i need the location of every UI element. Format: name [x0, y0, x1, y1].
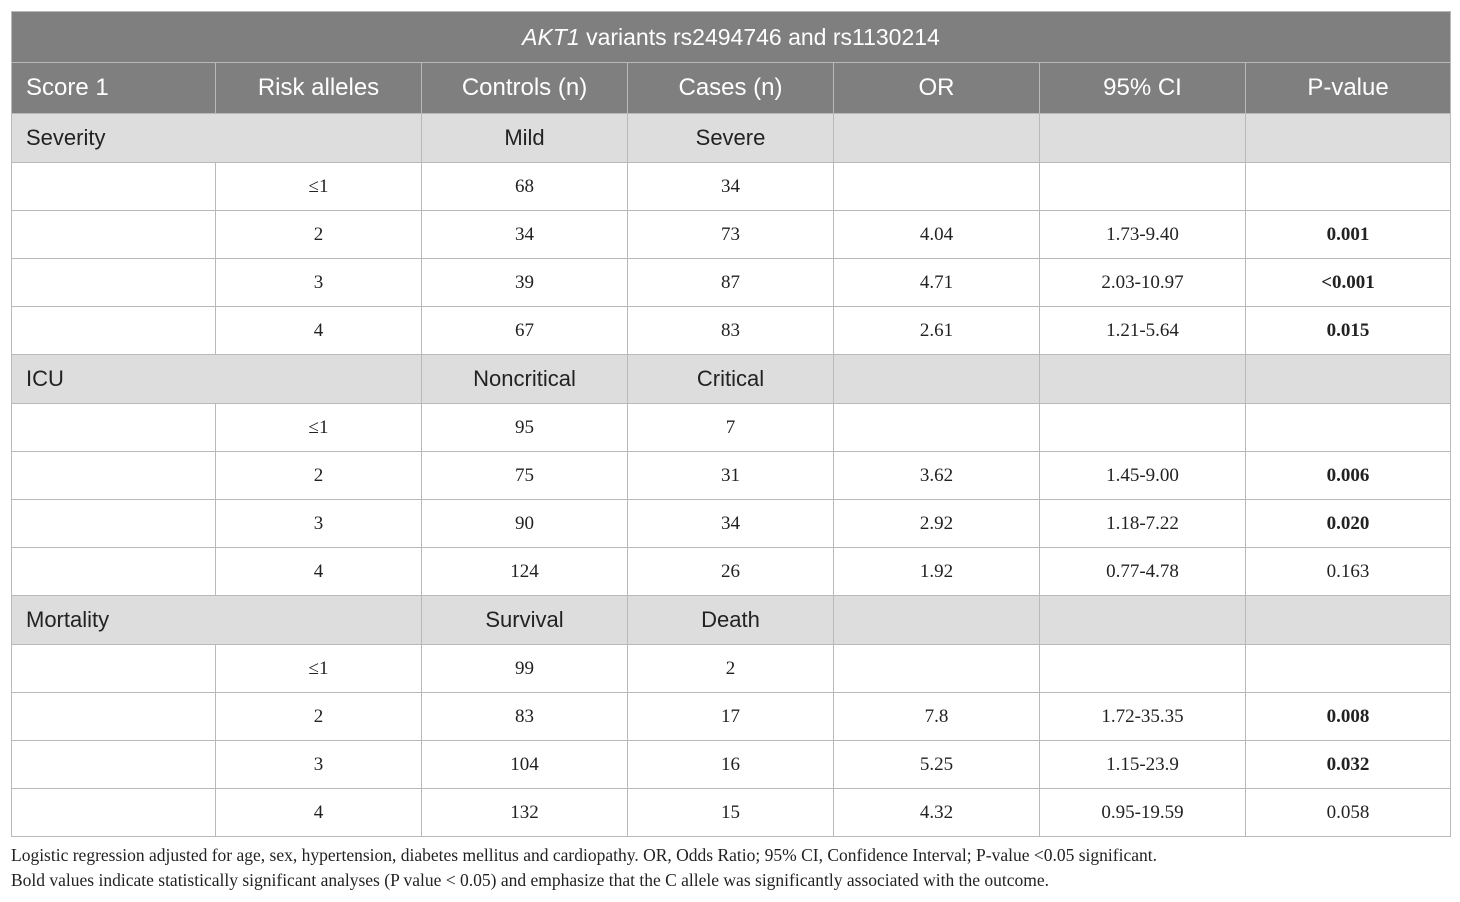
table-row [12, 452, 1451, 500]
table-title [12, 12, 1451, 63]
column-header-row [12, 63, 1451, 114]
controls-cell: 67 [422, 307, 628, 355]
risk-alleles-cell: 2 [216, 452, 422, 500]
risk-alleles-cell: 4 [216, 789, 422, 837]
results-table-container [11, 11, 1450, 837]
or-cell: 2.92 [834, 500, 1040, 548]
pvalue-cell: 0.006 [1246, 452, 1451, 500]
cases-cell: 34 [628, 163, 834, 211]
or-cell: 4.71 [834, 259, 1040, 307]
group-control-label: Mild [422, 114, 628, 163]
risk-alleles-cell: 4 [216, 548, 422, 596]
group-row-icu [12, 355, 1451, 404]
score-cell [12, 500, 216, 548]
table-row [12, 693, 1451, 741]
controls-cell: 68 [422, 163, 628, 211]
pvalue-cell: 0.015 [1246, 307, 1451, 355]
ci-cell: 0.77-4.78 [1040, 548, 1246, 596]
group-case-label: Severe [628, 114, 834, 163]
group-empty-cell [1246, 114, 1451, 163]
cases-cell: 2 [628, 645, 834, 693]
group-label: ICU [12, 355, 422, 404]
ci-cell: 2.03-10.97 [1040, 259, 1246, 307]
score-cell [12, 741, 216, 789]
pvalue-cell [1246, 404, 1451, 452]
col-header-or: OR [834, 63, 1040, 114]
ci-cell: 1.73-9.40 [1040, 211, 1246, 259]
ci-cell [1040, 645, 1246, 693]
col-header-cases: Cases (n) [628, 63, 834, 114]
cases-cell: 16 [628, 741, 834, 789]
or-cell: 3.62 [834, 452, 1040, 500]
risk-alleles-cell: ≤1 [216, 645, 422, 693]
score-cell [12, 693, 216, 741]
score-cell [12, 404, 216, 452]
group-case-label: Critical [628, 355, 834, 404]
or-cell [834, 645, 1040, 693]
risk-alleles-cell: 4 [216, 307, 422, 355]
or-cell: 7.8 [834, 693, 1040, 741]
col-header-ci: 95% CI [1040, 63, 1246, 114]
group-empty-cell [834, 596, 1040, 645]
pvalue-cell: 0.163 [1246, 548, 1451, 596]
controls-cell: 90 [422, 500, 628, 548]
ci-cell: 1.45-9.00 [1040, 452, 1246, 500]
pvalue-cell: <0.001 [1246, 259, 1451, 307]
table-row [12, 259, 1451, 307]
risk-alleles-cell: 2 [216, 211, 422, 259]
controls-cell: 34 [422, 211, 628, 259]
group-row-severity [12, 114, 1451, 163]
col-header-controls: Controls (n) [422, 63, 628, 114]
group-empty-cell [834, 114, 1040, 163]
cases-cell: 34 [628, 500, 834, 548]
score-cell [12, 211, 216, 259]
pvalue-cell: 0.058 [1246, 789, 1451, 837]
cases-cell: 87 [628, 259, 834, 307]
cases-cell: 31 [628, 452, 834, 500]
ci-cell: 1.15-23.9 [1040, 741, 1246, 789]
table-row [12, 789, 1451, 837]
pvalue-cell [1246, 645, 1451, 693]
group-empty-cell [1246, 355, 1451, 404]
pvalue-cell: 0.020 [1246, 500, 1451, 548]
cases-cell: 17 [628, 693, 834, 741]
or-cell [834, 163, 1040, 211]
ci-cell: 1.72-35.35 [1040, 693, 1246, 741]
pvalue-cell: 0.008 [1246, 693, 1451, 741]
group-control-label: Noncritical [422, 355, 628, 404]
table-row [12, 548, 1451, 596]
group-empty-cell [1040, 114, 1246, 163]
group-case-label: Death [628, 596, 834, 645]
or-cell [834, 404, 1040, 452]
group-row-mortality [12, 596, 1451, 645]
col-header-risk-alleles: Risk alleles [216, 63, 422, 114]
risk-alleles-cell: ≤1 [216, 163, 422, 211]
table-row [12, 307, 1451, 355]
or-cell: 2.61 [834, 307, 1040, 355]
ci-cell: 1.21-5.64 [1040, 307, 1246, 355]
gene-name: AKT1 [522, 23, 580, 50]
or-cell: 1.92 [834, 548, 1040, 596]
or-cell: 5.25 [834, 741, 1040, 789]
score-cell [12, 307, 216, 355]
controls-cell: 99 [422, 645, 628, 693]
cases-cell: 26 [628, 548, 834, 596]
controls-cell: 104 [422, 741, 628, 789]
group-control-label: Survival [422, 596, 628, 645]
pvalue-cell: 0.001 [1246, 211, 1451, 259]
pvalue-cell: 0.032 [1246, 741, 1451, 789]
controls-cell: 124 [422, 548, 628, 596]
cases-cell: 7 [628, 404, 834, 452]
controls-cell: 39 [422, 259, 628, 307]
table-title-row [12, 12, 1451, 63]
table-row [12, 211, 1451, 259]
table-footnotes [11, 843, 1450, 893]
group-label: Mortality [12, 596, 422, 645]
risk-alleles-cell: ≤1 [216, 404, 422, 452]
cases-cell: 83 [628, 307, 834, 355]
score-cell [12, 789, 216, 837]
group-empty-cell [1040, 355, 1246, 404]
cases-cell: 73 [628, 211, 834, 259]
controls-cell: 132 [422, 789, 628, 837]
score-cell [12, 452, 216, 500]
ci-cell: 0.95-19.59 [1040, 789, 1246, 837]
table-row [12, 500, 1451, 548]
controls-cell: 75 [422, 452, 628, 500]
score-cell [12, 259, 216, 307]
risk-alleles-cell: 2 [216, 693, 422, 741]
group-label: Severity [12, 114, 422, 163]
or-cell: 4.32 [834, 789, 1040, 837]
controls-cell: 83 [422, 693, 628, 741]
risk-alleles-cell: 3 [216, 741, 422, 789]
cases-cell: 15 [628, 789, 834, 837]
risk-alleles-cell: 3 [216, 500, 422, 548]
col-header-pvalue: P-value [1246, 63, 1451, 114]
ci-cell [1040, 163, 1246, 211]
group-empty-cell [1246, 596, 1451, 645]
table-row [12, 741, 1451, 789]
group-empty-cell [1040, 596, 1246, 645]
col-header-score: Score 1 [12, 63, 216, 114]
risk-alleles-cell: 3 [216, 259, 422, 307]
table-row [12, 404, 1451, 452]
ci-cell: 1.18-7.22 [1040, 500, 1246, 548]
table-row [12, 645, 1451, 693]
score-cell [12, 645, 216, 693]
or-cell: 4.04 [834, 211, 1040, 259]
group-empty-cell [834, 355, 1040, 404]
footnote-2: Bold values indicate statistically significant analyses (P value < 0.05) and emphasize that the C allele was significantly associated with the outcome. [11, 870, 1050, 890]
table-row [12, 163, 1451, 211]
footnote-1: Logistic regression adjusted for age, sex, hypertension, diabetes mellitus and cardiopathy. OR, Odds Ratio; 95% CI, Confidence Interval; P-value <0.05 significant. [11, 845, 1157, 865]
controls-cell: 95 [422, 404, 628, 452]
title-rest: variants rs2494746 and rs1130214 [579, 23, 940, 50]
score-cell [12, 163, 216, 211]
pvalue-cell [1246, 163, 1451, 211]
ci-cell [1040, 404, 1246, 452]
score-cell [12, 548, 216, 596]
akt1-risk-table [11, 11, 1451, 837]
